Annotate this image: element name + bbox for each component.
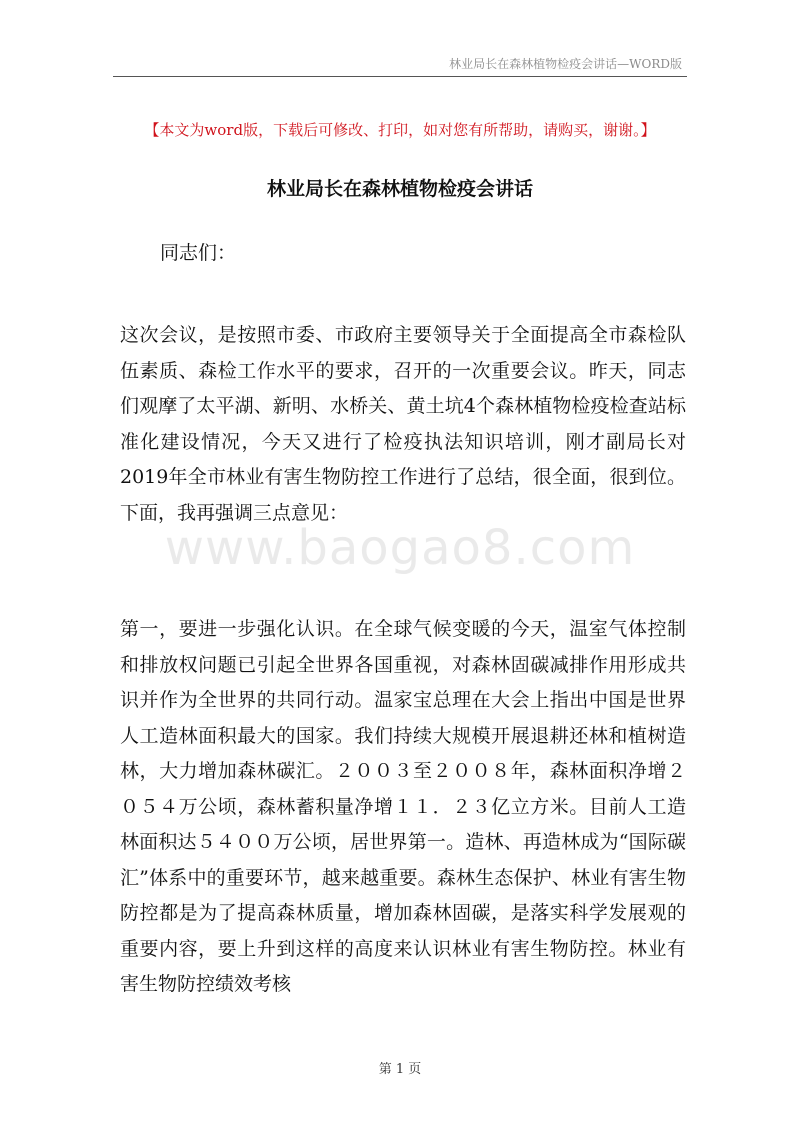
document-title: 林业局长在森林植物检疫会讲话 (266, 178, 533, 200)
page-number: 第 1 页 (378, 1062, 422, 1077)
header-divider (113, 76, 687, 77)
body-paragraph-2: 第一，要进一步强化认识。在全球气候变暖的今天，温室气体控制和排放权问题已引起全世界各国重视，对森林固碳减排作用形成共识并作为全世界的共同行动。温家宝总理在大会上指出中国是世界人工造林面积最大的国家。我们持续大规模开展退耕还林和植树造林，大力增加森林碳汇。２００３至２００８年，森林面积净增２０５４万公顷，森林蓄积量净增１１．２３亿立方米。目前人工造林面积达５４００万公顷，居世界第一。造林、再造林成为“国际碳汇”体系中的重要环节，越来越重要。森林生态保护、林业有害生物防控都是为了提高森林质量，增加森林固碳，是落实科学发展观的重要内容，要上升到这样的高度来认识林业有害生物防控。林业有害生物防控绩效考核 (120, 618, 686, 995)
greeting: 同志们： (160, 242, 237, 264)
purchase-notice: 【本文为word版，下载后可修改、打印，如对您有所帮助，请购买，谢谢。】 (144, 121, 656, 139)
body-paragraph-1: 这次会议，是按照市委、市政府主要领导关于全面提高全市森检队伍素质、森检工作水平的要求，召开的一次重要会议。昨天，同志们观摩了太平湖、新明、水桥关、黄土坑4个森林植物检疫检查站标准化建设情况，今天又进行了检疫执法知识培训，刚才副局长对2019年全市林业有害生物防控工作进行了总结，很全面，很到位。下面，我再强调三点意见： (120, 324, 686, 524)
watermark: www.baogao8.com (164, 520, 636, 576)
running-header: 林业局长在森林植物检疫会讲话—WORD版 (449, 57, 682, 71)
